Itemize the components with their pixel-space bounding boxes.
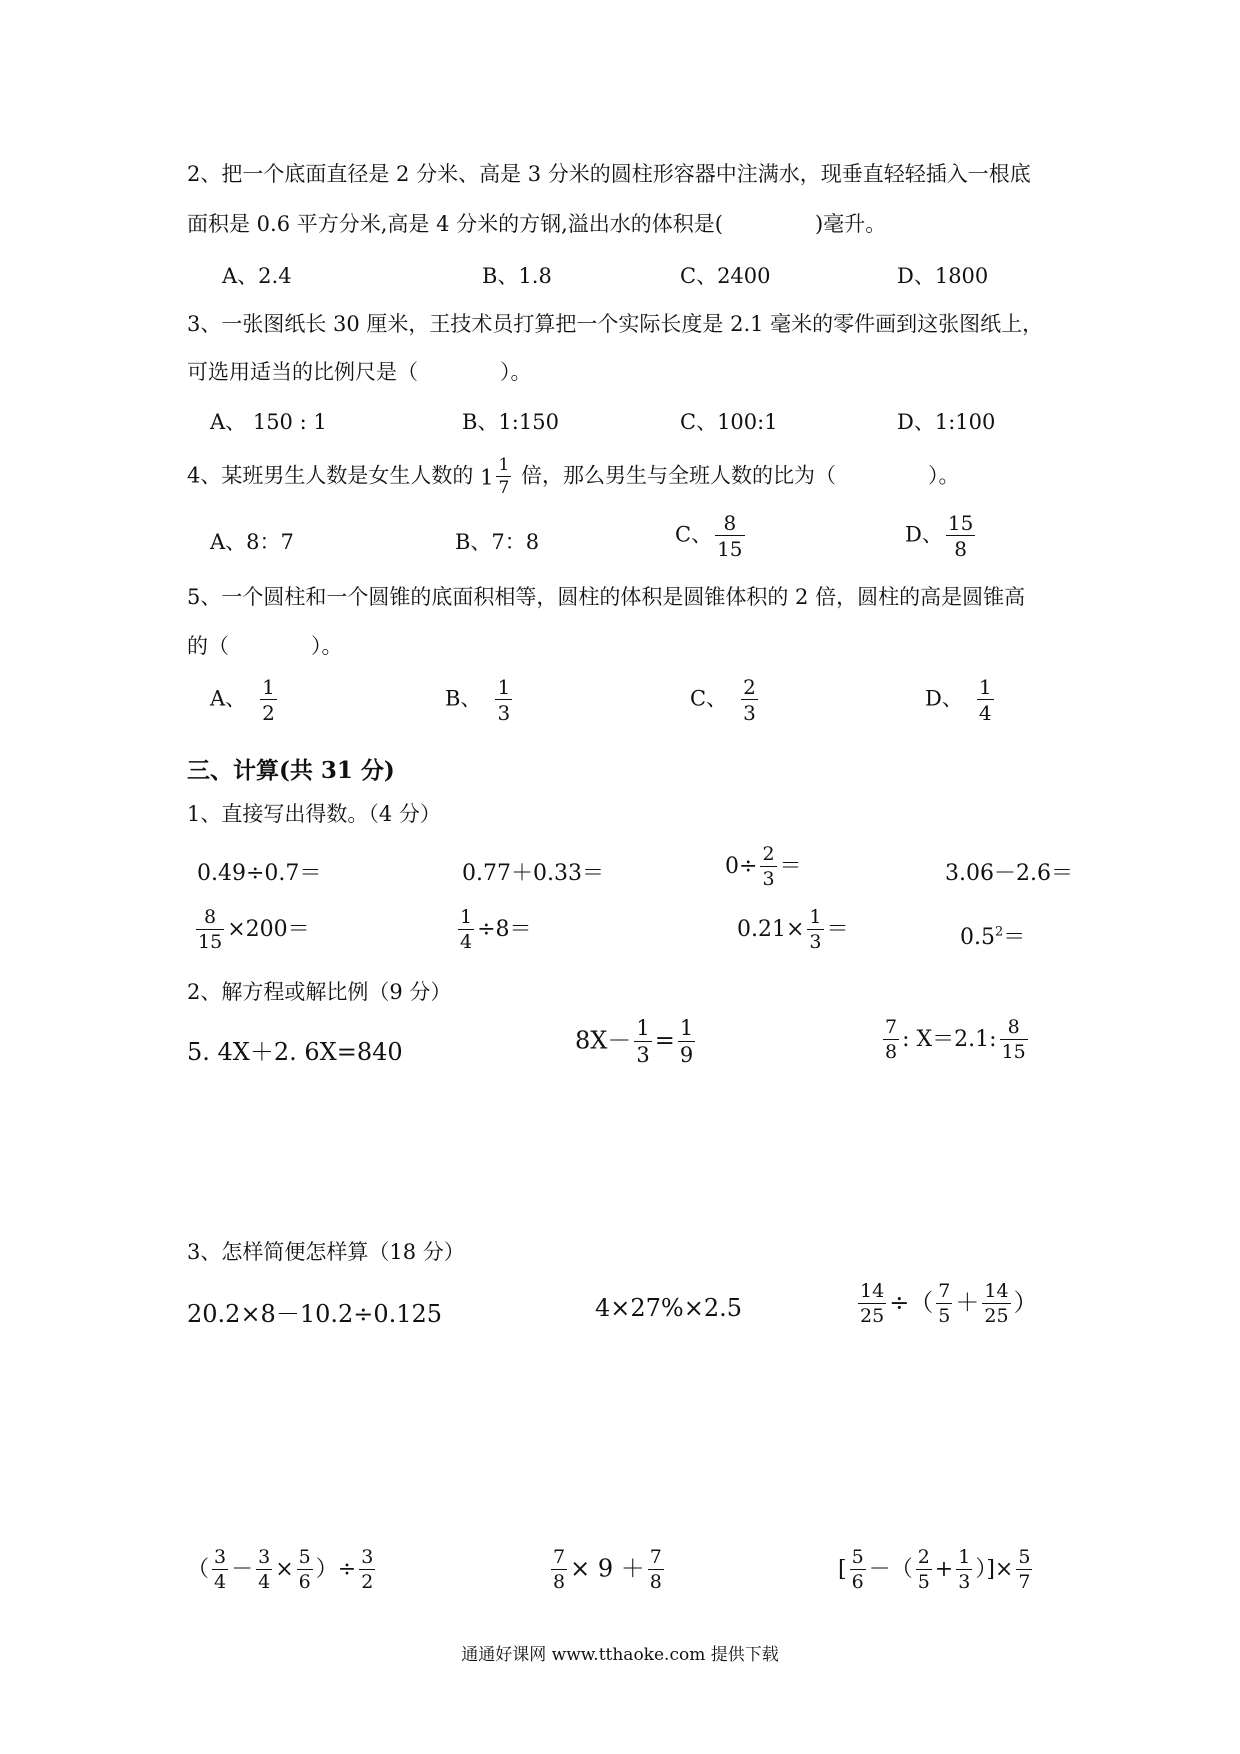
- numerator: 3: [258, 1546, 271, 1568]
- fraction: [495, 677, 512, 723]
- q2-line2: [187, 210, 886, 238]
- numerator: 2: [917, 1546, 930, 1568]
- numerator: 1: [958, 1546, 971, 1568]
- numerator: 5: [1018, 1546, 1031, 1568]
- expr-text: ＝: [1003, 925, 1026, 950]
- fraction: [936, 1282, 952, 1326]
- fraction: [297, 1548, 313, 1592]
- expr-text: ×: [275, 1557, 294, 1582]
- denominator: 2: [361, 1571, 374, 1593]
- expr-text: ＝: [779, 854, 802, 879]
- denominator: 8: [649, 1571, 662, 1593]
- numerator: 1: [636, 1016, 650, 1040]
- expr-text: 0.21×: [737, 917, 805, 942]
- fraction: [551, 1548, 567, 1592]
- fraction: [212, 1548, 228, 1592]
- denominator: 3: [636, 1043, 650, 1067]
- q5-option-a[interactable]: [210, 677, 280, 723]
- q5-line2: [187, 632, 343, 660]
- fraction: [760, 845, 776, 889]
- numerator: 1: [679, 1016, 694, 1040]
- simplify-f: [838, 1548, 1035, 1592]
- q3-line2: [187, 358, 532, 386]
- option-label: C、: [690, 686, 728, 711]
- numerator: 1: [809, 906, 822, 928]
- simplify-e: [548, 1548, 667, 1592]
- q3-option-a[interactable]: A、 150 : 1: [210, 410, 327, 434]
- denominator: 25: [984, 1305, 1009, 1327]
- q4-text-b: 倍，那么男生与全班人数的比为（: [520, 463, 836, 488]
- part2-title: 2、解方程或解比例（9 分）: [187, 980, 452, 1004]
- calc-1g: [737, 908, 849, 952]
- denominator: 4: [978, 701, 992, 725]
- calc-1a: 0.49÷0.7＝: [197, 861, 322, 886]
- denominator: 6: [298, 1571, 311, 1593]
- q4-mixed-number: [480, 455, 521, 498]
- denominator: 2: [262, 701, 275, 725]
- numerator: 8: [1000, 1018, 1028, 1040]
- numerator: 3: [361, 1546, 374, 1568]
- numerator: 7: [938, 1280, 951, 1302]
- denominator: 3: [743, 701, 756, 725]
- equation-a: 5. 4X＋2. 6X=840: [187, 1038, 403, 1066]
- fraction: [956, 1548, 972, 1592]
- q2-line1: 2、把一个底面直径是 2 分米、高是 3 分米的圆柱形容器中注满水，现垂直轻轻插入一根底: [187, 162, 1031, 186]
- fraction: [458, 908, 474, 952]
- expr-text: 0÷: [725, 854, 758, 879]
- q4-option-c[interactable]: [675, 513, 748, 559]
- option-label: B、: [445, 686, 482, 711]
- equation-b: [575, 1018, 698, 1066]
- q2-option-d[interactable]: D、1800: [897, 264, 989, 288]
- denominator: 6: [851, 1571, 864, 1593]
- denominator: 15: [198, 931, 223, 953]
- q5-line2-text: 的（: [187, 634, 229, 658]
- denominator: 4: [460, 931, 473, 953]
- q5-option-b[interactable]: [445, 677, 515, 723]
- q4-text-c: ）。: [927, 463, 960, 488]
- denominator: 7: [1018, 1571, 1031, 1593]
- simplify-b: 4×27%×2.5: [595, 1294, 742, 1322]
- fraction: [977, 677, 994, 723]
- fraction: [1016, 1548, 1032, 1592]
- fraction: [807, 908, 823, 952]
- denominator: 25: [860, 1305, 885, 1327]
- fraction: [946, 513, 975, 559]
- expr-text: ）÷: [315, 1557, 357, 1582]
- expr-text: ÷8＝: [477, 917, 532, 942]
- numerator: 14: [984, 1280, 1009, 1302]
- fraction: [858, 1282, 886, 1326]
- q2-option-c[interactable]: C、2400: [680, 264, 771, 288]
- numerator: 14: [860, 1280, 885, 1302]
- fraction: [883, 1018, 899, 1062]
- expr-text: ＝: [826, 917, 849, 942]
- fraction: [715, 513, 744, 559]
- simplify-d: [187, 1548, 378, 1592]
- equation-c: [880, 1018, 1031, 1062]
- q2-option-a[interactable]: A、2.4: [222, 264, 292, 288]
- q2-option-b[interactable]: B、1.8: [482, 264, 552, 288]
- calc-1h: [960, 920, 1025, 951]
- numerator: 7: [649, 1546, 662, 1568]
- numerator: 1: [497, 675, 511, 699]
- denominator: 8: [954, 537, 967, 561]
- q2-line2-text: 面积是 0.6 平方分米,高是 4 分米的方钢,溢出水的体积是(: [187, 212, 724, 236]
- option-label: C、: [675, 522, 713, 547]
- q3-line1: 3、一张图纸长 30 厘米，王技术员打算把一个实际长度是 2.1 毫米的零件画到这张图纸上，: [187, 312, 1044, 336]
- expr-text: ÷（: [889, 1288, 934, 1317]
- numerator: 15: [947, 511, 974, 535]
- section-title: 三、计算(共 31 分): [187, 757, 395, 784]
- q3-line2-text: 可选用适当的比例尺是（: [187, 360, 418, 384]
- fraction: [741, 677, 758, 723]
- fraction: [982, 1282, 1010, 1326]
- denominator: 8: [885, 1041, 898, 1063]
- numerator: 1: [460, 906, 473, 928]
- denominator: 15: [717, 537, 743, 561]
- q4-option-d[interactable]: [905, 513, 978, 559]
- part1-title: 1、直接写出得数。（4 分）: [187, 802, 441, 826]
- expr-text: －: [231, 1557, 254, 1582]
- calc-1c: [725, 845, 802, 889]
- fraction: [359, 1548, 375, 1592]
- expr-text: －（: [868, 1557, 913, 1582]
- q4-stem: [187, 457, 959, 497]
- fraction: [260, 677, 277, 723]
- numerator: 1: [262, 675, 275, 699]
- denominator: 4: [214, 1571, 227, 1593]
- denominator: 4: [258, 1571, 271, 1593]
- option-label: A、: [210, 686, 247, 711]
- expr-text: × 9 ＋: [570, 1554, 645, 1583]
- numerator: 5: [298, 1546, 311, 1568]
- expr-text: 0.5: [960, 925, 995, 950]
- denominator: 3: [958, 1571, 971, 1593]
- expr-text: ）: [1013, 1288, 1038, 1317]
- q2-line2-end: )毫升。: [815, 212, 887, 236]
- simplify-a: 20.2×8－10.2÷0.125: [187, 1300, 443, 1328]
- calc-1f: [455, 908, 532, 952]
- exponent: 2: [995, 924, 1004, 940]
- denominator: 3: [809, 931, 822, 953]
- numerator: 2: [743, 675, 756, 699]
- expr-text: =: [654, 1026, 675, 1055]
- calc-1e: [193, 908, 310, 952]
- denominator: 3: [497, 701, 511, 725]
- q4-option-a[interactable]: A、8：7: [210, 530, 294, 554]
- numerator: 1: [498, 455, 510, 475]
- simplify-c: [855, 1282, 1038, 1326]
- numerator: 3: [214, 1546, 227, 1568]
- q5-option-c[interactable]: [690, 677, 761, 723]
- numerator: 2: [762, 843, 775, 865]
- numerator: 1: [978, 675, 992, 699]
- expr-text: ＋: [955, 1288, 980, 1317]
- q3-line2-end: ）。: [500, 360, 532, 384]
- fraction: [850, 1548, 866, 1592]
- q3-option-b[interactable]: B、1:150: [462, 410, 559, 434]
- calc-1b: 0.77＋0.33＝: [462, 861, 604, 886]
- expr-text: ）]×: [975, 1557, 1014, 1582]
- numerator: 8: [715, 513, 744, 536]
- q5-option-d[interactable]: [925, 677, 997, 723]
- fraction: [1000, 1018, 1028, 1062]
- fraction: [256, 1548, 272, 1592]
- expr-text: : X＝2.1:: [902, 1027, 997, 1052]
- page-footer: 通通好课网 www.tthaoke.com 提供下载: [461, 1645, 779, 1665]
- fraction: [196, 908, 224, 952]
- q5-line2-end: ）。: [311, 634, 343, 658]
- denominator: 15: [1001, 1041, 1026, 1063]
- q4-text: 4、某班男生人数是女生人数的: [187, 463, 474, 488]
- denominator: 5: [938, 1305, 951, 1327]
- expr-text: （: [187, 1557, 210, 1582]
- fraction: [496, 457, 511, 497]
- option-label: D、: [925, 686, 963, 711]
- q3-option-d[interactable]: D、1:100: [897, 410, 996, 434]
- denominator: 7: [498, 478, 510, 498]
- mixed-whole: 1: [480, 465, 494, 489]
- numerator: 7: [885, 1016, 898, 1038]
- q5-line1: 5、一个圆柱和一个圆锥的底面积相等，圆柱的体积是圆锥体积的 2 倍，圆柱的高是圆锥高: [187, 585, 1026, 609]
- numerator: 5: [851, 1546, 864, 1568]
- fraction: [634, 1018, 651, 1066]
- q3-option-c[interactable]: C、100:1: [680, 410, 778, 434]
- numerator: 7: [553, 1546, 566, 1568]
- option-label: D、: [905, 522, 943, 547]
- expr-text: [: [838, 1557, 847, 1582]
- q4-option-b[interactable]: B、7：8: [455, 530, 540, 554]
- part3-title: 3、怎样简便怎样算（18 分）: [187, 1240, 465, 1264]
- calc-1d: 3.06－2.6＝: [945, 861, 1073, 886]
- expr-text: 8X－: [575, 1026, 632, 1055]
- expr-text: ×200＝: [227, 917, 310, 942]
- expr-text: +: [934, 1557, 954, 1582]
- denominator: 9: [679, 1043, 694, 1067]
- fraction: [648, 1548, 664, 1592]
- denominator: 8: [553, 1571, 566, 1593]
- denominator: 3: [762, 868, 775, 890]
- denominator: 5: [917, 1571, 930, 1593]
- fraction: [916, 1548, 932, 1592]
- fraction: [678, 1018, 695, 1066]
- numerator: 8: [196, 908, 224, 930]
